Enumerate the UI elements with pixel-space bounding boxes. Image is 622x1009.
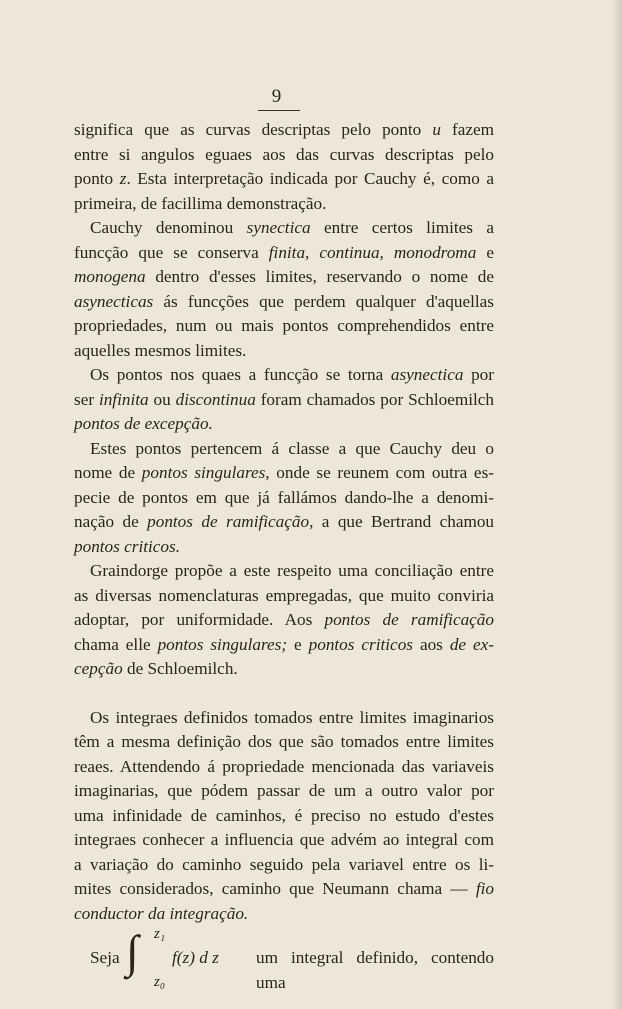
text-run: ponto [74, 169, 120, 188]
text-run: mites considerados, caminho que Neumann chama — [74, 879, 476, 898]
text-run: Graindorge propõe a este respeito uma conciliação entre [90, 561, 494, 580]
text-line [74, 657, 494, 682]
text-run: foram chamados por Schloemilch [255, 389, 494, 409]
text-run: pecie de pontos em que já fallámos dando-lhe a denomi- [74, 487, 494, 507]
text-run: a variação do caminho seguido pela variavel entre os li- [74, 854, 494, 874]
text-line [74, 877, 494, 902]
integral-equation-line [74, 926, 494, 994]
text-line [74, 192, 494, 217]
text-line [74, 608, 494, 633]
text-run: de Schloemilch. [122, 659, 238, 678]
text-line [74, 265, 494, 290]
italic-text: finita, continua, monodroma [268, 242, 477, 262]
text-run: ou [148, 389, 176, 409]
italic-text: pontos de excepção. [74, 414, 213, 433]
text-line [74, 118, 494, 143]
text-line [74, 828, 494, 853]
text-run: adoptar, por uniformidade. Aos [74, 610, 325, 629]
italic-text: asynectica [390, 365, 464, 384]
text-line [74, 241, 494, 266]
text-run: nação de [74, 512, 148, 531]
italic-text: pontos de ramificação [324, 610, 494, 629]
equation-prefix: Seja [90, 948, 120, 967]
italic-text: de ex- [449, 634, 494, 654]
text-run: significa que as curvas descriptas pelo ponto [74, 120, 433, 139]
italic-text: asynecticas [74, 291, 154, 311]
text-run: têm a mesma definição dos que são tomados entre limites [74, 732, 494, 751]
italic-text: conductor da integração. [74, 903, 249, 923]
text-line [74, 755, 494, 780]
italic-text: z [119, 169, 127, 188]
text-run: reaes. Attendendo á propriedade mencionada das variaveis [74, 756, 494, 776]
text-run: fazem [440, 120, 494, 139]
text-run: Os pontos nos quaes a funcção se torna [90, 365, 391, 384]
italic-text: pontos singulares, [141, 463, 270, 482]
text-run: integraes conhecer a influencia que advém ao integral com [74, 830, 494, 849]
text-line [74, 706, 494, 731]
italic-text: pontos singulares; [157, 634, 288, 654]
text-run: funcção que se conserva [74, 242, 269, 262]
text-run: por [463, 365, 494, 384]
italic-text: pontos de ramificação, [147, 512, 314, 531]
text-run: propriedades, num ou mais pontos comprehendidos entre [74, 316, 494, 335]
text-line [74, 290, 494, 315]
text-run: entre si angulos eguaes aos das curvas descriptas pelo [74, 144, 494, 164]
text-line [74, 388, 494, 413]
italic-text: monogena [74, 267, 146, 286]
text-run: Cauchy denominou [90, 218, 247, 237]
text-run: a que Bertrand chamou [313, 512, 495, 531]
text-line [74, 730, 494, 755]
text-run: Estes pontos pertencem á classe a que Cauchy deu o [90, 438, 494, 458]
text-line [74, 804, 494, 829]
text-line [74, 363, 494, 388]
page-number-rule [258, 110, 300, 111]
paragraph [74, 706, 494, 927]
integral-sign: ∫ [126, 926, 139, 977]
text-run: aquelles mesmos limites. [74, 340, 247, 360]
paragraph [74, 559, 494, 682]
text-run: as diversas nomenclaturas empregadas, que muito conviria [74, 585, 494, 605]
text-run: uma infinidade de caminhos, é preciso no estudo d'estes [74, 805, 494, 825]
equation-suffix: um integral definido, contendo uma [256, 948, 494, 992]
italic-text: infinita [98, 389, 149, 409]
italic-text: cepção [74, 659, 123, 678]
body-text [74, 118, 494, 994]
paragraph [74, 437, 494, 560]
text-line [74, 143, 494, 168]
text-line [74, 633, 494, 658]
italic-text: u [432, 120, 441, 139]
text-line [74, 461, 494, 486]
italic-text: synectica [246, 218, 311, 237]
paragraph [74, 363, 494, 437]
integrand: f(z) d z [172, 948, 219, 967]
text-line [74, 167, 494, 192]
text-line [74, 314, 494, 339]
page-edge-shadow [612, 0, 622, 1009]
paragraph [74, 216, 494, 363]
text-line [74, 779, 494, 804]
text-run: . Esta interpretação indicada por Cauchy é, como a [126, 169, 494, 188]
integral-lower-limit: z₀ [154, 974, 166, 990]
text-line [74, 437, 494, 462]
text-line [74, 584, 494, 609]
text-run: primeira, de facillima demonstração. [74, 193, 327, 213]
text-run: chama elle [74, 634, 158, 654]
text-run: aos [412, 634, 450, 654]
italic-text: discontinua [175, 389, 256, 409]
text-line [74, 486, 494, 511]
text-line [74, 559, 494, 584]
italic-text: pontos criticos. [74, 536, 180, 556]
text-line [74, 339, 494, 364]
text-line [74, 412, 494, 437]
text-run: e [287, 634, 309, 654]
text-run: imaginarias, que pódem passar de um a outro valor por [74, 781, 494, 800]
text-run: ser [74, 389, 99, 409]
text-run: Os integraes definidos tomados entre limites imaginarios [90, 707, 494, 727]
text-line [74, 510, 494, 535]
italic-text: fio [475, 879, 494, 898]
text-run: nome de [74, 463, 142, 482]
paragraph-gap [74, 682, 494, 706]
text-run: entre certos limites a [310, 218, 494, 237]
text-line [74, 216, 494, 241]
paragraph [74, 118, 494, 216]
text-run: dentro d'esses limites, reservando o nome de [145, 267, 494, 286]
text-run: e [476, 242, 494, 262]
text-line [74, 535, 494, 560]
integral-upper-limit: z₁ [154, 926, 166, 942]
page-number: 9 [271, 86, 283, 107]
text-run: onde se reunem com outra es- [269, 463, 494, 482]
italic-text: pontos criticos [308, 634, 413, 654]
text-line [74, 853, 494, 878]
text-run: ás funcções que perdem qualquer d'aquellas [153, 291, 494, 311]
